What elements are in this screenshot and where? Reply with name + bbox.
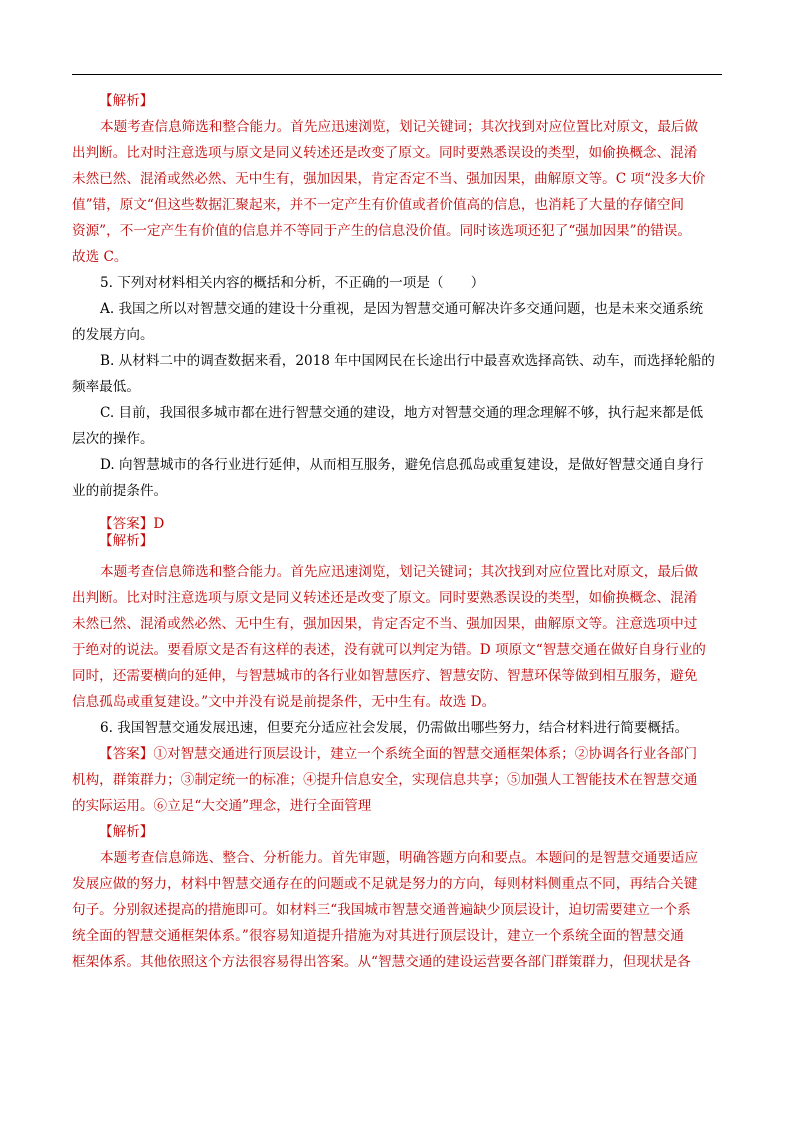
header-rule (72, 74, 722, 75)
q4-analysis-line: 资源”，不一定产生有价值的信息并不等同于产生的信息没价值。同时该选项还犯了“强加因果”的错误。 (72, 223, 691, 239)
q5-option-d-cont: 业的前提条件。 (72, 483, 168, 499)
q6-analysis-line: 本题考查信息筛选、整合、分析能力。首先审题，明确答题方向和要点。本题问的是智慧交通要适应 (100, 850, 699, 866)
q4-analysis-line: 出判断。比对时注意选项与原文是同义转述还是改变了原文。同时要熟悉误设的类型，如偷换概念、混淆 (72, 145, 698, 161)
q5-analysis-line: 本题考查信息筛选和整合能力。首先应迅速浏览，划记关键词；其次找到对应位置比对原文，最后做 (100, 564, 699, 580)
q6-analysis-line: 框架体系。其他依照这个方法很容易得出答案。从“智慧交通的建设运营要各部门群策群力，但现状是各 (72, 954, 691, 970)
q6-stem: 6. 我国智慧交通发展迅速，但要充分适应社会发展，仍需做出哪些努力，结合材料进行简要概括。 (100, 720, 689, 736)
q4-analysis-line: 值”错，原文“但这些数据汇聚起来，并不一定产生有价值或者价值高的信息，也消耗了大量的存储空间 (72, 197, 685, 213)
q4-analysis-line: 未然已然、混淆或然必然、无中生有，强加因果，肯定否定不当、强加因果，曲解原文等。C 项“没多大价 (72, 171, 706, 187)
q5-stem: 5. 下列对材料相关内容的概括和分析，不正确的一项是（ ） (100, 275, 485, 291)
q5-answer: 【答案】D (99, 516, 165, 532)
q6-analysis-line: 句子。分别叙述提高的措施即可。如材料三“我国城市智慧交通普遍缺少顶层设计，迫切需要建立一个系 (72, 902, 691, 918)
q5-option-a: A. 我国之所以对智慧交通的建设十分重视，是因为智慧交通可解决许多交通问题，也是未来交通系统 (100, 301, 703, 317)
q5-analysis-line: 信息孤岛或重复建设。”文中并没有说是前提条件，无中生有。故选 D。 (72, 694, 496, 710)
q5-analysis-line: 同时，还需要横向的延伸，与智慧城市的各行业如智慧医疗、智慧安防、智慧环保等做到相互服务，避免 (72, 668, 698, 684)
q6-analysis-label: 【解析】 (99, 824, 154, 840)
q6-answer-line: 的实际运用。⑥立足“大交通”理念，进行全面管理 (72, 798, 372, 814)
q5-analysis-line: 出判断。比对时注意选项与原文是同义转述还是改变了原文。同时要熟悉误设的类型，如偷换概念、混淆 (72, 590, 698, 606)
q5-option-c: C. 目前，我国很多城市都在进行智慧交通的建设，地方对智慧交通的理念理解不够，执行起来都是低 (100, 405, 704, 421)
q5-analysis-label: 【解析】 (99, 533, 154, 549)
q5-analysis-line: 未然已然、混淆或然必然、无中生有，强加因果，肯定否定不当、强加因果，曲解原文等。注意选项中过 (72, 616, 698, 632)
q4-analysis-label: 【解析】 (99, 93, 154, 109)
document-page (72, 88, 722, 975)
q5-option-c-cont: 层次的操作。 (72, 431, 154, 447)
q6-answer-line: 【答案】①对智慧交通进行顶层设计，建立一个系统全面的智慧交通框架体系；②协调各行业各部门 (99, 746, 698, 762)
q5-option-d: D. 向智慧城市的各行业进行延伸，从而相互服务，避免信息孤岛或重复建设，是做好智慧交通自身行 (100, 457, 704, 473)
q4-analysis-line: 故选 C。 (72, 249, 128, 265)
q5-option-b-cont: 频率最低。 (72, 379, 140, 395)
q6-analysis-line: 发展应做的努力，材料中智慧交通存在的问题或不足就是努力的方向，每则材料侧重点不同，再结合关键 (72, 876, 698, 892)
q5-analysis-line: 于绝对的说法。要看原文是否有这样的表述，没有就可以判定为错。D 项原文“智慧交通在做好自身行业的 (72, 642, 706, 658)
q6-answer-line: 机构，群策群力；③制定统一的标准；④提升信息安全，实现信息共享；⑤加强人工智能技术在智慧交通 (72, 772, 698, 788)
q4-analysis-line: 本题考查信息筛选和整合能力。首先应迅速浏览，划记关键词；其次找到对应位置比对原文，最后做 (100, 119, 699, 135)
q5-option-a-cont: 的发展方向。 (72, 327, 154, 343)
q5-option-b: B. 从材料二中的调查数据来看，2018 年中国网民在长途出行中最喜欢选择高铁、动车，而选择轮船的 (100, 353, 715, 369)
q6-analysis-line: 统全面的智慧交通框架体系。”很容易知道提升措施为对其进行顶层设计，建立一个系统全面的智慧交通 (72, 928, 684, 944)
